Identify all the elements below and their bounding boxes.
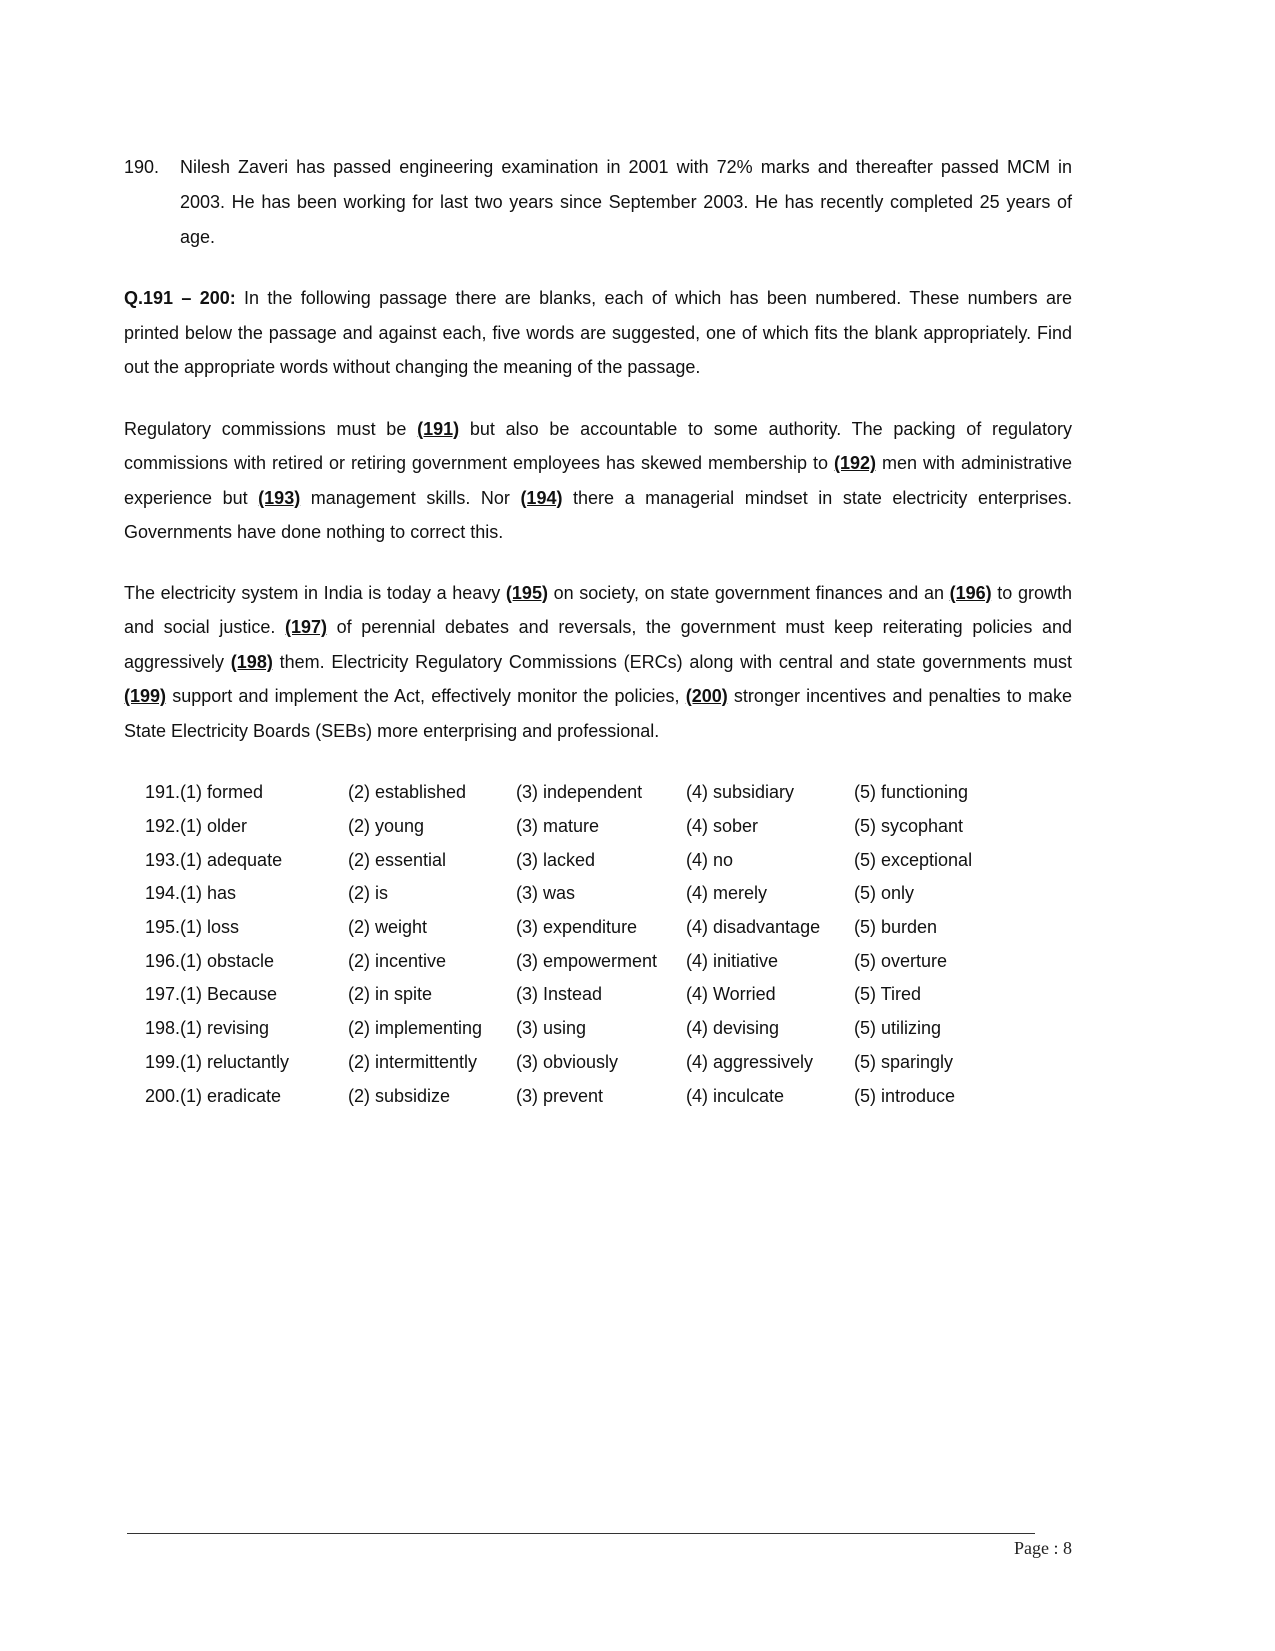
passage-paragraph-2	[124, 576, 1072, 749]
option-4: (4) disadvantage	[686, 917, 821, 938]
option-2: (2) is	[348, 883, 388, 904]
option-5: (5) sycophant	[854, 816, 964, 837]
option-number: 191.	[144, 782, 180, 803]
option-5: (5) burden	[854, 917, 938, 938]
passage-text: men with administrative experience but	[124, 453, 1072, 508]
option-3: (3) was	[516, 883, 576, 904]
footer-divider	[127, 1533, 1035, 1534]
option-number: 192.	[144, 816, 180, 837]
option-2: (2) established	[348, 782, 467, 803]
option-5: (5) utilizing	[854, 1018, 942, 1039]
option-3: (3) Instead	[516, 984, 603, 1005]
option-row	[124, 1012, 1072, 1046]
option-2: (2) essential	[348, 849, 447, 870]
option-number: 193.	[144, 849, 180, 870]
option-2: (2) incentive	[348, 950, 447, 971]
option-2: (2) intermittently	[348, 1051, 478, 1072]
option-row	[124, 843, 1072, 877]
option-3: (3) mature	[516, 816, 600, 837]
blank-195: (195)	[505, 582, 548, 603]
option-4: (4) inculcate	[686, 1085, 785, 1106]
passage-text: stronger incentives and penalties to make State Electricity Boards (SEBs) more enterprising and professional.	[124, 686, 1072, 741]
option-row	[124, 978, 1072, 1012]
option-1: (1) eradicate	[180, 1085, 282, 1106]
option-3: (3) using	[516, 1018, 587, 1039]
option-number: 196.	[144, 950, 180, 971]
blank-196: (196)	[949, 582, 992, 603]
question-text: Nilesh Zaveri has passed engineering examination in 2001 with 72% marks and thereafter passed MCM in 2003. He has been working for last two years since September 2003. He has recently completed 25 years of age.	[180, 157, 1072, 247]
passage-text: them. Electricity Regulatory Commissions (ERCs) along with central and state governments must	[272, 651, 1073, 672]
blank-191: (191)	[417, 418, 460, 439]
passage-text: to growth and social justice.	[124, 582, 1072, 637]
option-3: (3) expenditure	[516, 917, 638, 938]
option-1: (1) has	[180, 883, 237, 904]
option-2: (2) implementing	[348, 1018, 483, 1039]
passage-text: management skills. Nor	[300, 487, 521, 508]
option-row	[124, 1046, 1072, 1080]
option-number: 198.	[144, 1018, 180, 1039]
blank-193: (193)	[258, 487, 301, 508]
passage-text: The electricity system in India is today a heavy	[124, 582, 506, 603]
option-number: 195.	[144, 917, 180, 938]
option-2: (2) weight	[348, 917, 428, 938]
blank-192: (192)	[833, 453, 876, 473]
page-number: Page : 8	[1014, 1538, 1072, 1558]
blank-198: (198)	[230, 651, 273, 672]
option-4: (4) devising	[686, 1018, 780, 1039]
blank-199: (199)	[124, 686, 167, 706]
option-1: (1) revising	[180, 1018, 270, 1039]
passage-text: Regulatory commissions must be	[124, 418, 418, 439]
instruction-label: Q.191 – 200:	[124, 288, 236, 308]
option-2: (2) young	[348, 816, 425, 837]
blank-197: (197)	[284, 617, 328, 637]
option-row	[124, 1079, 1072, 1113]
option-row	[124, 776, 1072, 810]
option-3: (3) obviously	[516, 1051, 619, 1072]
option-1: (1) formed	[180, 782, 264, 803]
option-2: (2) in spite	[348, 984, 433, 1005]
option-1: (1) reluctantly	[180, 1051, 290, 1072]
option-row	[124, 877, 1072, 911]
option-row	[124, 944, 1072, 978]
option-4: (4) subsidiary	[686, 782, 795, 803]
option-number: 194.	[144, 883, 180, 904]
passage-text: of perennial debates and reversals, the government must keep reiterating policies and aggressively	[124, 617, 1073, 672]
option-5: (5) exceptional	[854, 849, 973, 870]
option-number: 199.	[144, 1051, 180, 1072]
option-5: (5) introduce	[854, 1085, 956, 1106]
option-5: (5) Tired	[854, 984, 922, 1005]
option-4: (4) sober	[686, 816, 759, 837]
option-1: (1) Because	[180, 984, 278, 1005]
passage-text: on society, on state government finances and an	[547, 582, 950, 603]
blank-200: (200)	[685, 686, 728, 706]
option-3: (3) empowerment	[516, 950, 658, 971]
option-4: (4) aggressively	[686, 1051, 814, 1072]
option-5: (5) functioning	[854, 782, 969, 803]
blank-194: (194)	[520, 487, 563, 508]
document-page	[124, 150, 1072, 1113]
option-1: (1) older	[180, 816, 248, 837]
options-list	[124, 776, 1072, 1113]
option-1: (1) loss	[180, 917, 240, 938]
option-1: (1) obstacle	[180, 950, 275, 971]
option-4: (4) merely	[686, 883, 768, 904]
option-5: (5) only	[854, 883, 915, 904]
option-2: (2) subsidize	[348, 1085, 451, 1106]
question-number: 190.	[124, 157, 160, 177]
option-4: (4) Worried	[686, 984, 776, 1005]
option-1: (1) adequate	[180, 849, 283, 870]
option-number: 197.	[144, 984, 180, 1005]
option-3: (3) prevent	[516, 1085, 604, 1106]
passage-text: but also be accountable to some authority. The packing of regulatory commissions with retired or retiring government employees has skewed membership to	[124, 418, 1072, 473]
passage-text: support and implement the Act, effectively monitor the policies,	[166, 686, 686, 706]
option-4: (4) no	[686, 849, 734, 870]
option-row	[124, 810, 1072, 844]
option-number: 200.	[144, 1085, 180, 1106]
option-5: (5) sparingly	[854, 1051, 954, 1072]
instruction-text: In the following passage there are blanks, each of which has been numbered. These numbers are printed below the passage and against each, five words are suggested, one of which fits the blank appropriately. Find out the appropriate words without changing the meaning of the passage.	[124, 288, 1072, 377]
option-3: (3) independent	[516, 782, 643, 803]
option-5: (5) overture	[854, 950, 948, 971]
passage-paragraph-1	[124, 412, 1072, 550]
option-3: (3) lacked	[516, 849, 596, 870]
question-190	[124, 150, 1072, 255]
passage-text: there a managerial mindset in state electricity enterprises. Governments have done nothing to correct this.	[124, 487, 1072, 542]
option-4: (4) initiative	[686, 950, 779, 971]
instruction-paragraph	[124, 281, 1072, 385]
option-row	[124, 911, 1072, 945]
